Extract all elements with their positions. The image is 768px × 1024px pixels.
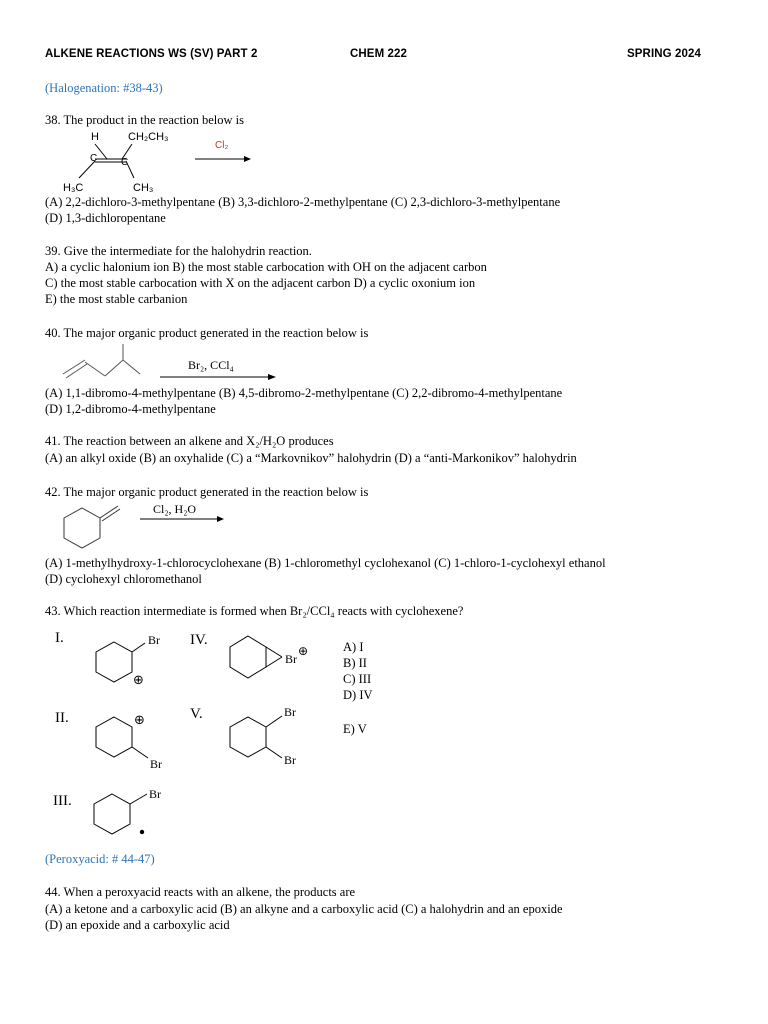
q43-label-iii: III.	[53, 793, 72, 809]
q43-choice-b: B) II	[343, 656, 367, 670]
q38-options-1: (A) 2,2-dichloro-3-methylpentane (B) 3,3-dichloro-2-methylpentane (C) 2,3-dichloro-3-methylpentane	[45, 195, 561, 209]
q38-left-methyl-label: H₃C	[63, 182, 84, 194]
q43-plus-ii: ⊕	[134, 712, 145, 727]
q41-stem: 41. The reaction between an alkene and X₂/H₂O produces	[45, 434, 334, 448]
q43-br-iii: Br	[149, 787, 161, 801]
q42-options-1: (A) 1-methylhydroxy-1-chlorocyclohexane (B) 1-chloromethyl cyclohexanol (C) 1-chloro-1-cyclohexyl ethanol	[45, 556, 606, 570]
q43-choice-e: E) V	[343, 722, 367, 736]
q42-methylenecyclohexane-structure	[60, 500, 240, 556]
q43-ring-i	[96, 642, 132, 682]
header-right: SPRING 2024	[627, 48, 701, 60]
q38-stem: 38. The product in the reaction below is	[45, 113, 245, 127]
q43-label-i: I.	[55, 630, 64, 646]
q38-right-methyl-label: CH₃	[133, 182, 154, 194]
q40-alkene-structure	[60, 342, 290, 384]
q40-reagent: Br₂, CCl₄	[188, 358, 234, 372]
header-center: CHEM 222	[350, 48, 408, 60]
q43-label-iv: IV.	[190, 632, 208, 648]
q43-label-v: V.	[190, 706, 203, 722]
q42-stem: 42. The major organic product generated in the reaction below is	[45, 485, 369, 499]
q43-ring-ii	[96, 717, 132, 757]
q41-options: (A) an alkyl oxide (B) an oxyhalide (C) a “Markovnikov” halohydrin (D) a “anti-Markonikov” halohydrin	[45, 451, 577, 465]
q38-alkene-structure	[55, 128, 265, 196]
q43-structures-figure	[50, 622, 320, 846]
q40-options-2: (D) 1,2-dibromo-4-methylpentane	[45, 402, 216, 416]
q43-choice-d: D) IV	[343, 688, 373, 702]
svg-text:C: C	[90, 153, 98, 164]
q38-h-label: H	[91, 131, 99, 143]
q39-line-3: E) the most stable carbanion	[45, 292, 188, 306]
q43-stem: 43. Which reaction intermediate is formed when Br₂/CCl₄ reacts with cyclohexene?	[45, 604, 464, 618]
q39-stem: 39. Give the intermediate for the halohydrin reaction.	[45, 244, 312, 258]
header-left: ALKENE REACTIONS WS (SV) PART 2	[45, 48, 258, 60]
q43-radical-dot	[140, 830, 144, 834]
q43-br-iv: Br	[285, 652, 297, 666]
q43-choice-a: A) I	[343, 640, 364, 654]
q40-stem: 40. The major organic product generated in the reaction below is	[45, 326, 369, 340]
q43-ring-iii	[94, 794, 130, 834]
q43-br-v-bottom: Br	[284, 753, 296, 767]
q43-ring-v	[230, 717, 266, 757]
q43-br-i: Br	[148, 633, 160, 647]
q38-options-2: (D) 1,3-dichloropentane	[45, 211, 166, 225]
q44-stem: 44. When a peroxyacid reacts with an alkene, the products are	[45, 885, 356, 899]
q40-options-1: (A) 1,1-dibromo-4-methylpentane (B) 4,5-dibromo-2-methylpentane (C) 2,2-dibromo-4-methylpentane	[45, 386, 563, 400]
section-halogenation: (Halogenation: #38-43)	[45, 81, 163, 95]
q43-choice-c: C) III	[343, 672, 372, 686]
q42-options-2: (D) cyclohexyl chloromethanol	[45, 572, 202, 586]
q38-reagent: Cl₂	[215, 140, 229, 151]
q43-label-ii: II.	[55, 710, 69, 726]
q39-line-1: A) a cyclic halonium ion B) the most stable carbocation with OH on the adjacent carbon	[45, 260, 487, 274]
q43-plus-i: ⊕	[133, 672, 144, 687]
q43-ring-iv	[230, 636, 266, 678]
q39-line-2: C) the most stable carbocation with X on the adjacent carbon D) a cyclic oxonium ion	[45, 276, 476, 290]
q44-options-2: (D) an epoxide and a carboxylic acid	[45, 918, 230, 932]
svg-text:C: C	[121, 157, 129, 168]
q43-br-v-top: Br	[284, 705, 296, 719]
q42-reagent: Cl₂, H₂O	[153, 502, 197, 516]
q44-options-1: (A) a ketone and a carboxylic acid (B) an alkyne and a carboxylic acid (C) a halohydrin and an epoxide	[45, 902, 563, 916]
q43-br-ii: Br	[150, 757, 162, 771]
section-peroxyacid: (Peroxyacid: # 44-47)	[45, 852, 155, 866]
q38-ethyl-label: CH₂CH₃	[128, 131, 169, 143]
q43-plus-iv: ⊕	[298, 644, 309, 658]
